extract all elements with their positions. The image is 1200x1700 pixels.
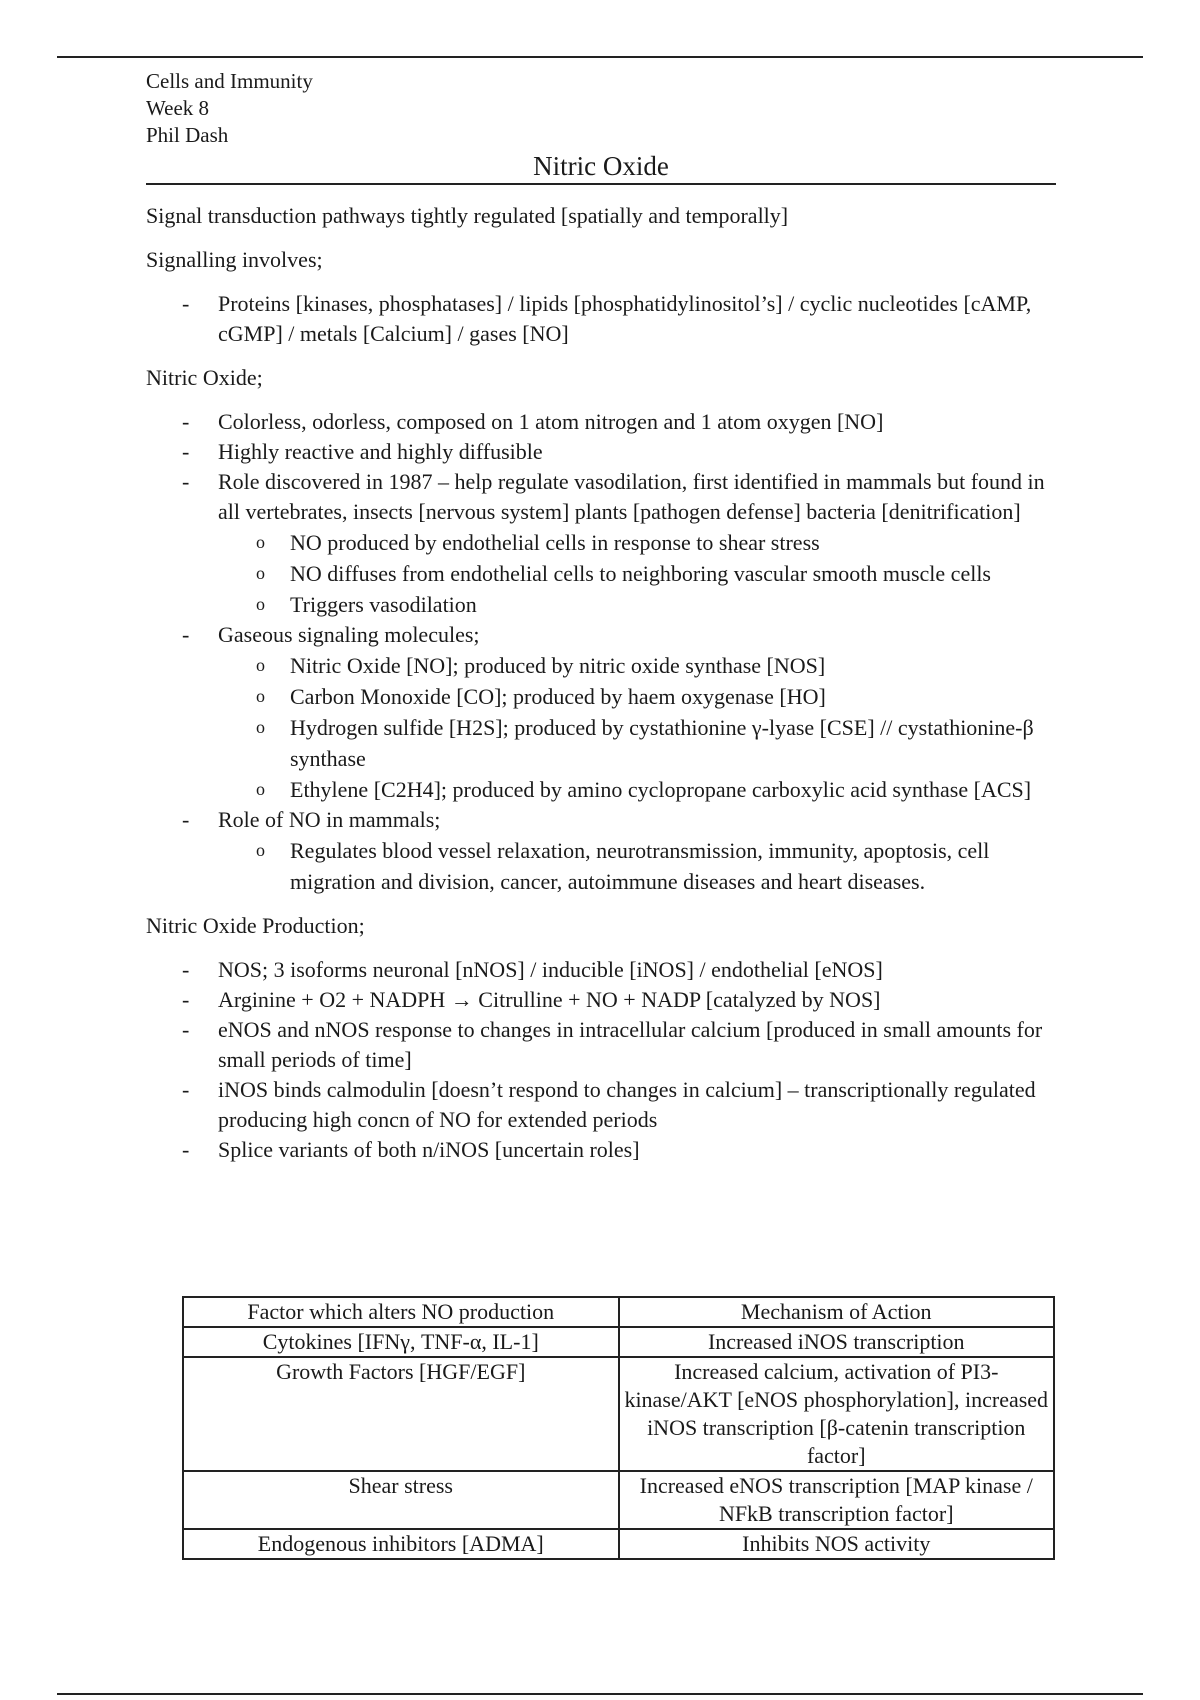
column-header-factor: Factor which alters NO production <box>183 1297 619 1327</box>
production-list <box>146 955 1056 1165</box>
list-item: - Colorless, odorless, composed on 1 atom nitrogen and 1 atom oxygen [NO] <box>146 407 1056 437</box>
table-row <box>183 1471 1054 1529</box>
list-item-text: Role discovered in 1987 – help regulate vasodilation, first identified in mammals but found in all vertebrates, insects [nervous system] plants [pathogen defense] bacteria [denitrification] <box>218 469 1045 524</box>
table-cell-mechanism: Increased eNOS transcription [MAP kinase / NFkB transcription factor] <box>619 1471 1055 1529</box>
sub-list-item: o Hydrogen sulfide [H2S]; produced by cystathionine γ-lyase [CSE] // cystathionine-β synthase <box>146 712 1056 774</box>
document-page <box>146 68 1056 1165</box>
list-item: - iNOS binds calmodulin [doesn’t respond to changes in calcium] – transcriptionally regulated producing high concn of NO for extended periods <box>146 1075 1056 1135</box>
table-cell-mechanism: Increased iNOS transcription <box>619 1327 1055 1357</box>
table-row <box>183 1327 1054 1357</box>
section-heading-nitric-oxide: Nitric Oxide; <box>146 365 263 390</box>
sub-list-item: o Ethylene [C2H4]; produced by amino cyclopropane carboxylic acid synthase [ACS] <box>146 774 1056 805</box>
list-item-text: Role of NO in mammals; <box>218 807 441 832</box>
sub-list-item: o Regulates blood vessel relaxation, neurotransmission, immunity, apoptosis, cell migration and division, cancer, autoimmune diseases and heart diseases. <box>146 835 1056 897</box>
list-item: - eNOS and nNOS response to changes in intracellular calcium [produced in small amounts for small periods of time] <box>146 1015 1056 1075</box>
list-item-group <box>146 805 1056 897</box>
sub-list-item: o NO produced by endothelial cells in response to shear stress <box>146 527 1056 558</box>
table-cell-mechanism: Inhibits NOS activity <box>619 1529 1055 1559</box>
table-cell-factor: Cytokines [IFNγ, TNF-α, IL-1] <box>183 1327 619 1357</box>
list-item: - Highly reactive and highly diffusible <box>146 437 1056 467</box>
table-header-row <box>183 1297 1054 1327</box>
sub-list <box>218 650 1056 805</box>
table-row <box>183 1357 1054 1471</box>
sub-list <box>218 835 1056 897</box>
list-item: - Arginine + O2 + NADPH → Citrulline + NO + NADP [catalyzed by NOS] <box>146 985 1056 1015</box>
intro-line-1: Signal transduction pathways tightly regulated [spatially and temporally] <box>146 203 789 228</box>
page-title: Nitric Oxide <box>146 151 1056 185</box>
list-item-text: Gaseous signaling molecules; <box>218 622 480 647</box>
sub-list-item: o NO diffuses from endothelial cells to neighboring vascular smooth muscle cells <box>146 558 1056 589</box>
no-factors-table <box>182 1296 1055 1560</box>
nitric-oxide-list <box>146 407 1056 897</box>
list-item-group <box>146 467 1056 620</box>
sub-list-item: o Carbon Monoxide [CO]; produced by haem oxygenase [HO] <box>146 681 1056 712</box>
list-item: - Proteins [kinases, phosphatases] / lipids [phosphatidylinositol’s] / cyclic nucleotides [cAMP, cGMP] / metals [Calcium] / gases [NO] <box>146 289 1056 349</box>
column-header-mechanism: Mechanism of Action <box>619 1297 1055 1327</box>
table-cell-factor: Shear stress <box>183 1471 619 1529</box>
sub-list-item: o Nitric Oxide [NO]; produced by nitric oxide synthase [NOS] <box>146 650 1056 681</box>
table-row <box>183 1529 1054 1559</box>
section-heading-production: Nitric Oxide Production; <box>146 913 365 938</box>
author-name: Phil Dash <box>146 123 229 147</box>
week-label: Week 8 <box>146 96 210 120</box>
list-item-group <box>146 620 1056 805</box>
table-cell-factor: Endogenous inhibitors [ADMA] <box>183 1529 619 1559</box>
signalling-list <box>146 289 1056 349</box>
table-cell-mechanism: Increased calcium, activation of PI3-kinase/AKT [eNOS phosphorylation], increased iNOS transcription [β-catenin transcription factor] <box>619 1357 1055 1471</box>
top-rule <box>57 56 1143 58</box>
course-name: Cells and Immunity <box>146 69 313 93</box>
bottom-rule <box>57 1693 1143 1695</box>
sub-list-item: o Triggers vasodilation <box>146 589 1056 620</box>
sub-list <box>218 527 1056 620</box>
list-item: - Splice variants of both n/iNOS [uncertain roles] <box>146 1135 1056 1165</box>
list-item: - NOS; 3 isoforms neuronal [nNOS] / inducible [iNOS] / endothelial [eNOS] <box>146 955 1056 985</box>
header-meta <box>146 68 1056 149</box>
intro-line-2: Signalling involves; <box>146 247 323 272</box>
table-cell-factor: Growth Factors [HGF/EGF] <box>183 1357 619 1471</box>
